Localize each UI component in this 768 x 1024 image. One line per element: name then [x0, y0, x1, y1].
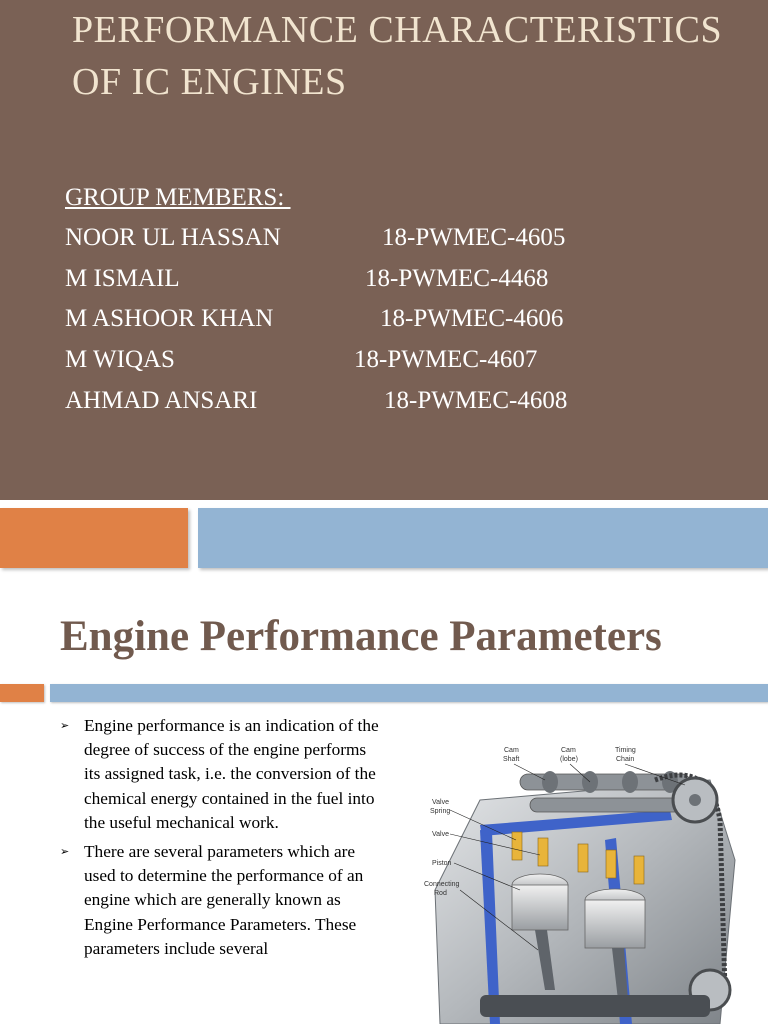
arrow-bullet-icon: ➢ [60, 846, 70, 859]
bullet-text: Engine performance is an indication of the degree of success of the engine performs its assigned task, i.e. the conversion of the chemical energy contained in the fuel into the useful mechanical work. [84, 716, 379, 832]
valve-label: Valve [432, 831, 449, 838]
cam-shaft-label: Shaft [503, 756, 520, 763]
title-slide [0, 0, 768, 500]
arrow-bullet-icon: ➢ [60, 720, 70, 732]
member-row [65, 299, 564, 340]
member-row [65, 340, 538, 381]
blue-accent-bar [198, 508, 768, 568]
group-members-header: GROUP MEMBERS: [65, 184, 291, 211]
connecting-rod-label: Rod [434, 890, 447, 897]
cam-shaft-label: Cam [504, 747, 519, 754]
member-row [65, 381, 568, 422]
member-id: 18-PWMEC-4606 [380, 305, 564, 333]
member-row [65, 259, 549, 300]
orange-divider-bar [0, 684, 44, 702]
cam-lobe-label: (lobe) [560, 756, 578, 763]
member-name: NOOR UL HASSAN [65, 224, 281, 251]
timing-chain-label: Timing [615, 747, 636, 754]
orange-accent-bar [0, 508, 188, 568]
presentation-title: PERFORMANCE CHARACTERISTICS OF IC ENGINES [72, 9, 723, 103]
valve-spring-label: Valve [432, 799, 449, 806]
member-name: AHMAD ANSARI [65, 386, 258, 414]
engine-cutaway-diagram [420, 740, 750, 1024]
slide-title: Engine Performance Parameters [60, 613, 662, 660]
bullet-item [60, 840, 380, 961]
connecting-rod-label: Connecting [424, 881, 460, 888]
piston-label: Piston [432, 860, 452, 867]
timing-chain-label: Chain [616, 756, 635, 763]
blue-divider-bar [50, 684, 768, 702]
member-name: M ISMAIL [65, 264, 180, 292]
member-name: M ASHOOR KHAN [65, 305, 274, 333]
bullet-text: There are several parameters which are used to determine the performance of an engine which are generally known as Engine Performance Parameters. These parameters include several [84, 842, 364, 958]
member-name: M WIQAS [65, 346, 175, 374]
member-id: 18-PWMEC-4605 [382, 224, 566, 251]
member-id: 18-PWMEC-4607 [354, 346, 538, 374]
slide-divider [0, 500, 768, 508]
member-id: 18-PWMEC-4608 [384, 386, 568, 414]
member-id: 18-PWMEC-4468 [365, 264, 549, 292]
cam-lobe-label: Cam [561, 747, 576, 754]
bullet-list [60, 714, 380, 966]
group-members-list [65, 178, 568, 421]
valve-spring-label: Spring [430, 808, 451, 815]
bullet-item [60, 714, 380, 835]
member-row [65, 218, 566, 259]
